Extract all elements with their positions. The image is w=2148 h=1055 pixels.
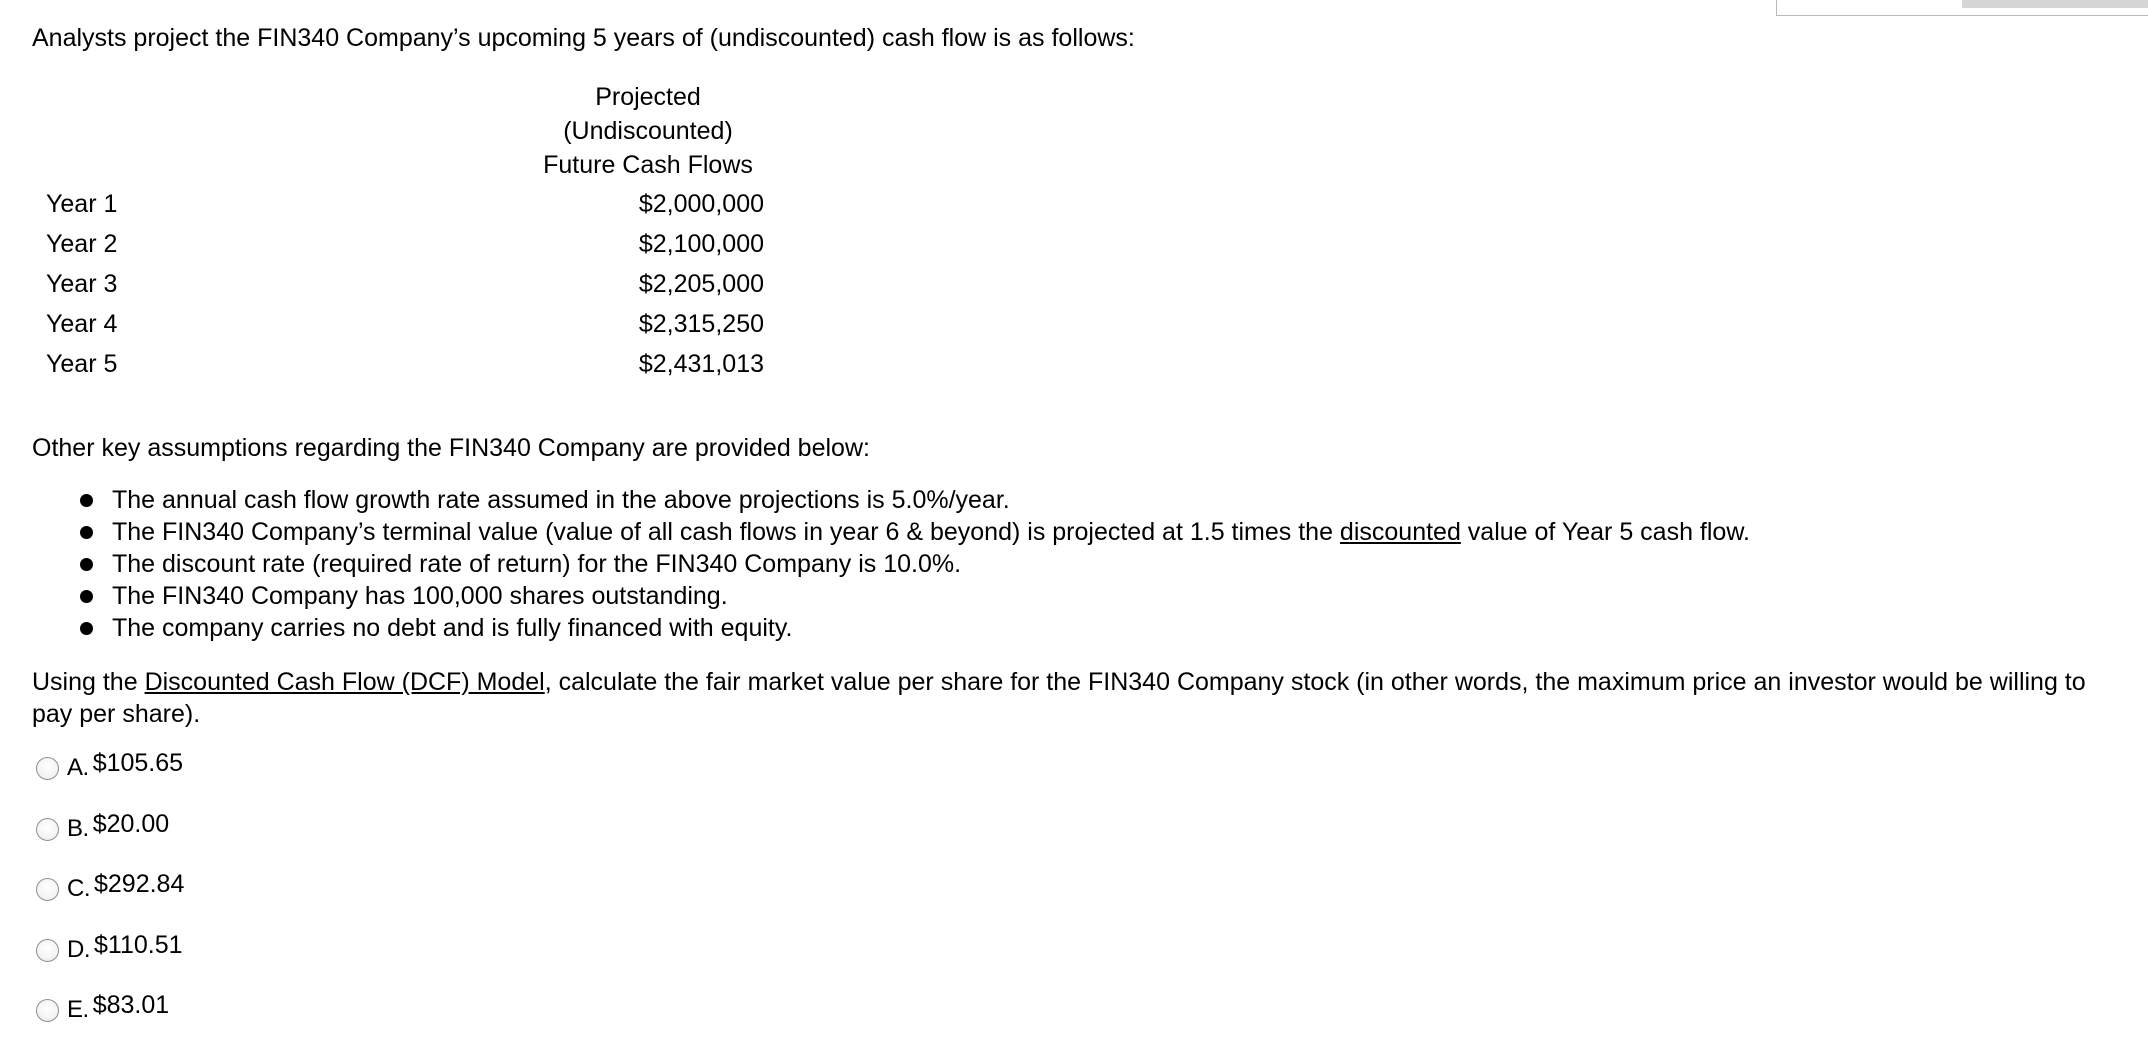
header-line-3: Future Cash Flows	[543, 151, 753, 179]
option-value: $105.65	[92, 749, 184, 777]
option-letter: A.	[67, 754, 89, 781]
year-label: Year 2	[46, 230, 118, 258]
dcf-model-term: Discounted Cash Flow (DCF) Model	[144, 668, 545, 696]
intro-text: Analysts project the FIN340 Company’s upcoming 5 years of (undiscounted) cash flow is as follows:	[32, 24, 1135, 52]
cash-flow-value: $2,000,000	[638, 190, 764, 218]
header-line-1: Projected	[595, 83, 701, 111]
cash-flow-column-header	[500, 80, 796, 182]
table-row	[46, 184, 766, 224]
list-item	[74, 612, 1750, 644]
answer-option-d[interactable]	[36, 930, 184, 991]
option-value: $83.01	[92, 991, 170, 1019]
year-label: Year 5	[46, 350, 118, 378]
answer-option-c[interactable]	[36, 869, 184, 930]
year-label: Year 1	[46, 190, 118, 218]
cash-flow-value: $2,315,250	[638, 310, 764, 338]
bullet-icon	[80, 494, 93, 507]
option-letter: B.	[67, 814, 89, 842]
assumption-text: The discount rate (required rate of return) for the FIN340 Company is 10.0%.	[112, 550, 962, 578]
question-pre: Using the	[32, 668, 145, 696]
cash-flow-value: $2,205,000	[638, 270, 764, 298]
radio-button[interactable]	[36, 818, 59, 841]
radio-button[interactable]	[36, 757, 59, 780]
answer-option-a[interactable]	[36, 748, 184, 809]
year-label: Year 4	[46, 310, 118, 338]
assumption-text: The FIN340 Company has 100,000 shares outstanding.	[112, 582, 728, 610]
table-row	[46, 224, 766, 264]
bullet-icon	[80, 590, 93, 603]
bullet-icon	[80, 558, 93, 571]
answer-options	[36, 748, 184, 1051]
assumption-text: The company carries no debt and is fully financed with equity.	[112, 614, 793, 642]
bullet-icon	[80, 526, 93, 539]
option-letter: C.	[67, 875, 90, 902]
assumptions-title: Other key assumptions regarding the FIN340 Company are provided below:	[32, 434, 870, 462]
option-value: $110.51	[94, 930, 183, 959]
list-item	[74, 580, 1750, 612]
table-row	[46, 264, 766, 304]
assumption-text: The annual cash flow growth rate assumed in the above projections is 5.0%/year.	[112, 486, 1010, 514]
question-text	[32, 666, 2122, 730]
radio-button[interactable]	[36, 939, 59, 962]
discounted-emphasis: discounted	[1339, 518, 1461, 546]
answer-option-b[interactable]	[36, 809, 184, 870]
header-line-2: (Undiscounted)	[563, 117, 733, 145]
option-letter: E.	[67, 996, 89, 1023]
table-row	[46, 344, 766, 384]
answer-option-e[interactable]	[36, 990, 184, 1051]
radio-button[interactable]	[36, 878, 59, 901]
top-right-panel-shade	[1962, 0, 2148, 8]
option-letter: D.	[67, 935, 90, 963]
radio-button[interactable]	[36, 999, 59, 1022]
table-row	[46, 304, 766, 344]
question-post: , calculate the fair market value per share for the FIN340 Company stock (in other words, the maximum price an investor would be willing to pay per share).	[32, 668, 2086, 728]
bullet-icon	[80, 622, 93, 635]
list-item	[74, 548, 1750, 580]
cash-flow-value: $2,100,000	[638, 230, 764, 258]
assumption-text-pre: The FIN340 Company’s terminal value (value of all cash flows in year 6 & beyond) is projected at 1.5 times the	[112, 518, 1340, 546]
list-item	[74, 516, 1750, 548]
year-label: Year 3	[46, 270, 118, 298]
assumption-text-post: value of Year 5 cash flow.	[1460, 518, 1750, 546]
cash-flow-value: $2,431,013	[638, 350, 764, 378]
option-value: $20.00	[92, 809, 170, 838]
list-item	[74, 484, 1750, 516]
assumptions-list	[74, 484, 1750, 644]
option-value: $292.84	[94, 870, 185, 898]
